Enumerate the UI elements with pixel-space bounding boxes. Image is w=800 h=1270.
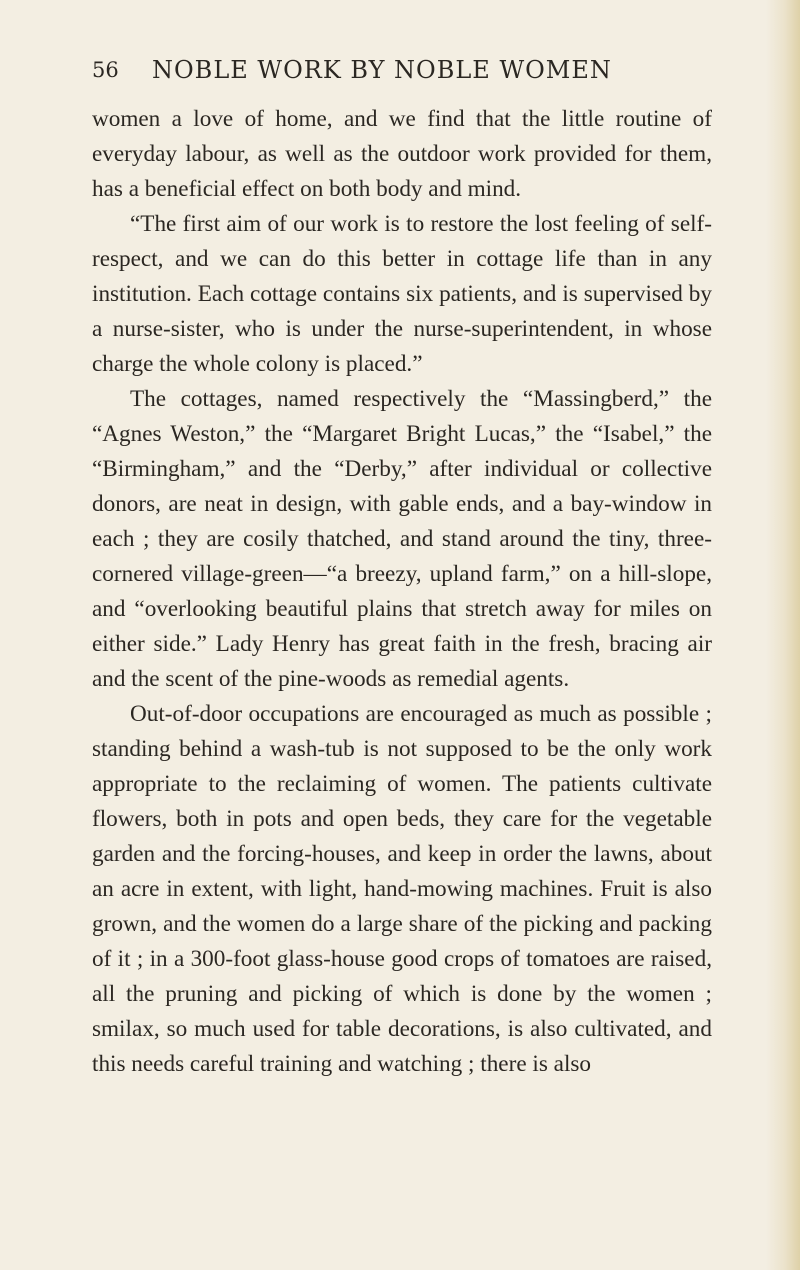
page-edge-shading	[766, 0, 800, 1270]
body-text	[92, 102, 712, 1082]
paragraph-4: Out-of-door occupations are encouraged as much as possible ; standing behind a wash-tub is not supposed to be the only work appropriate to the reclaiming of women. The patients cultivate flowers, both in pots and open beds, they care for the vegetable garden and the forcing-houses, and keep in order the lawns, about an acre in extent, with light, hand-mowing machines. Fruit is also grown, and the women do a large share of the picking and packing of it ; in a 300-foot glass-house good crops of tomatoes are raised, all the pruning and picking of which is done by the women ; smilax, so much used for table decorations, is also cultivated, and this needs careful training and watching ; there is also	[92, 701, 712, 1077]
running-head	[92, 56, 752, 96]
paragraph-2: “The first aim of our work is to restore the lost feeling of self-respect, and we can do this better in cottage life than in any institution. Each cottage contains six patients, and is supervised by a nurse-sister, who is under the nurse-superintendent, in whose charge the whole colony is placed.”	[92, 211, 712, 377]
running-title: NOBLE WORK BY NOBLE WOMEN	[152, 56, 612, 84]
paragraph-3: The cottages, named respectively the “Massingberd,” the “Agnes Weston,” the “Margaret Bright Lucas,” the “Isabel,” the “Birmingham,” and the “Derby,” after individual or collective donors, are neat in design, with gable ends, and a bay-window in each ; they are cosily thatched, and stand around the tiny, three-cornered village-green—“a breezy, upland farm,” on a hill-slope, and “overlooking beautiful plains that stretch away for miles on either side.” Lady Henry has great faith in the fresh, bracing air and the scent of the pine-woods as remedial agents.	[92, 386, 712, 692]
paragraph-1: women a love of home, and we find that the little routine of everyday labour, as well as the outdoor work provided for them, has a beneficial effect on both body and mind.	[92, 106, 712, 202]
page-number: 56	[92, 58, 119, 82]
